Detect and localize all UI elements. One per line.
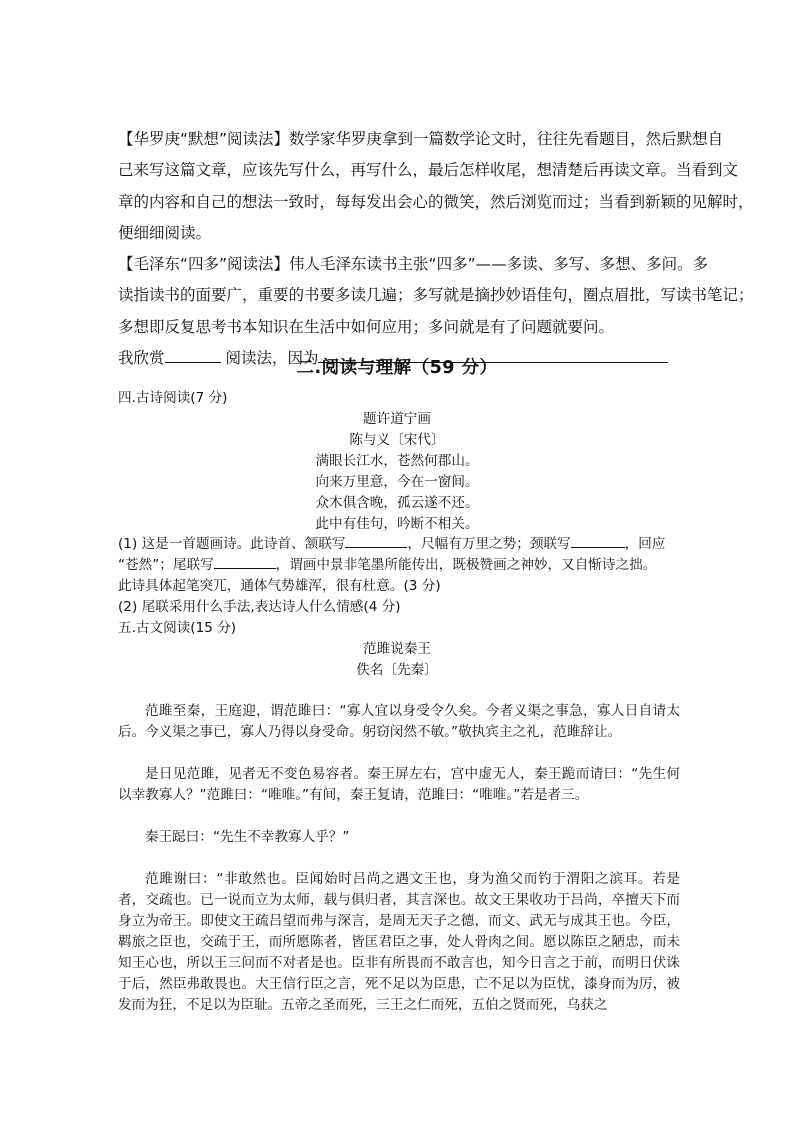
prose-section-heading: 五.古文阅读(15 分)	[118, 620, 237, 636]
mao-line-2: 读指读书的面要广，重要的书要多读几遍；多写就是摘抄妙语佳句，圈点眉批，写读书笔记；	[118, 286, 754, 305]
paragraph-text: 范雎谢曰：“非敢然也。臣闻始时吕尚之遇文王也，身为渔父而钓于渭阳之滨耳。若是者，交疏也。已一说而立为太师，载与俱归者，其言深也。故文王果收功于吕尚，卒擅天下而身立为帝王。即使文王疏吕望而弗与深言，是周无天子之德，而文、武无与成其王也。今臣，羁旅之臣也，交疏于王，而所愿陈者，皆匡君臣之事，处人骨肉之间。愿以陈臣之陋忠，而未知王心也，所以王三问而不对者是也。臣非有所畏而不敢言也，知今日言之于前，而明日伏诛于后，然臣弗敢畏也。大王信行臣之言，死不足以为臣患，亡不足以为臣忧，漆身而为厉，被发而为狂，不足以为臣耻。五帝之圣而死，三王之仁而死，五伯之贤而死，乌获之	[118, 871, 680, 1013]
paragraph-text: 秦王跽曰：“先生不幸教寡人乎？”	[145, 829, 350, 845]
paragraph-text: 范雎至秦，王庭迎，谓范雎曰：“寡人宜以身受令久矣。今者义渠之事急，寡人日自请太后。今义渠之事已，寡人乃得以身受命。躬窃闵然不敏。”敬执宾主之礼，范雎辞让。	[118, 703, 680, 740]
poem-block	[0, 409, 794, 535]
poem-line-2: 向来万里意，今在一窗间。	[315, 474, 479, 490]
q1-text-f: 此诗具体起笔突兀，通体气势雄浑，很有杜意。(3 分)	[118, 578, 441, 594]
paragraph-text: 是日见范雎，见者无不变色易容者。秦王屏左右，宫中虚无人，秦王跪而请曰：“先生何以幸教寡人？”范雎曰：“唯唯。”有间，秦王复请，范雎曰：“唯唯。”若是者三。	[118, 766, 680, 803]
prose-paragraph-2	[118, 764, 680, 806]
mao-line-3: 多想即反复思考书本知识在生活中如何应用；多问就是有了问题就要问。	[118, 317, 615, 336]
poem-line-1: 满眼长江水，苍然何郡山。	[315, 453, 479, 469]
q1-text-a: (1) 这是一首题画诗。此诗首、颔联写	[118, 536, 346, 552]
prompt-middle: 阅读法，因为	[225, 349, 319, 368]
q1-blank-2[interactable]	[571, 534, 625, 548]
prompt-prefix: 我欣赏	[118, 349, 165, 368]
hua-line-3: 章的内容和自己的想法一致时，每每发出会心的微笑，然后浏览而过；当看到新颖的见解时，	[118, 192, 754, 211]
poem-line-4: 此中有佳句，吟断不相关。	[315, 516, 479, 532]
q1-text-c: ，回应	[624, 536, 666, 552]
prose-title: 范雎说秦王	[363, 641, 431, 657]
poem-questions	[118, 534, 680, 618]
hua-line-4: 便细细阅读。	[118, 223, 212, 242]
section-title: 二.阅读与理解（59 分）	[296, 358, 498, 378]
hua-line-2: 己来写这篇文章，应该先写什么，再写什么，最后怎样收尾，想清楚后再读文章。当看到文	[118, 161, 739, 180]
q1-blank-3[interactable]	[214, 555, 276, 569]
q1-text-e: ，谓画中景非笔墨所能传出，既极赞画之神妙，又自惭诗之拙。	[275, 557, 657, 573]
prose-author: 佚名〔先秦〕	[356, 662, 438, 678]
q1-blank-1[interactable]	[345, 534, 407, 548]
reading-methods-passage	[118, 124, 754, 374]
poem-section-heading: 四.古诗阅读(7 分)	[118, 390, 228, 406]
hua-line-1: 【华罗庚“默想”阅读法】数学家华罗庚拿到一篇数学论文时，往往先看题目，然后默想自	[118, 130, 724, 148]
q1-text-b: ，尺幅有万里之势；颈联写	[407, 536, 571, 552]
q1-text-d: “苍然”；尾联写	[118, 557, 214, 573]
prose-paragraph-3	[118, 827, 680, 848]
poem-title: 题许道宁画	[363, 411, 431, 427]
mao-line-1: 【毛泽东“四多”阅读法】伟人毛泽东读书主张“四多”——多读、多写、多想、多问。多	[118, 255, 709, 274]
prose-title-block	[0, 639, 794, 681]
question-1	[118, 534, 680, 597]
poem-line-3: 众木俱含晚，孤云遂不还。	[315, 495, 479, 511]
question-2: (2) 尾联采用什么手法,表达诗人什么情感(4 分)	[118, 599, 401, 615]
poem-author: 陈与义〔宋代〕	[349, 432, 445, 448]
prose-paragraph-1	[118, 701, 680, 743]
prose-paragraph-4	[118, 869, 680, 1016]
